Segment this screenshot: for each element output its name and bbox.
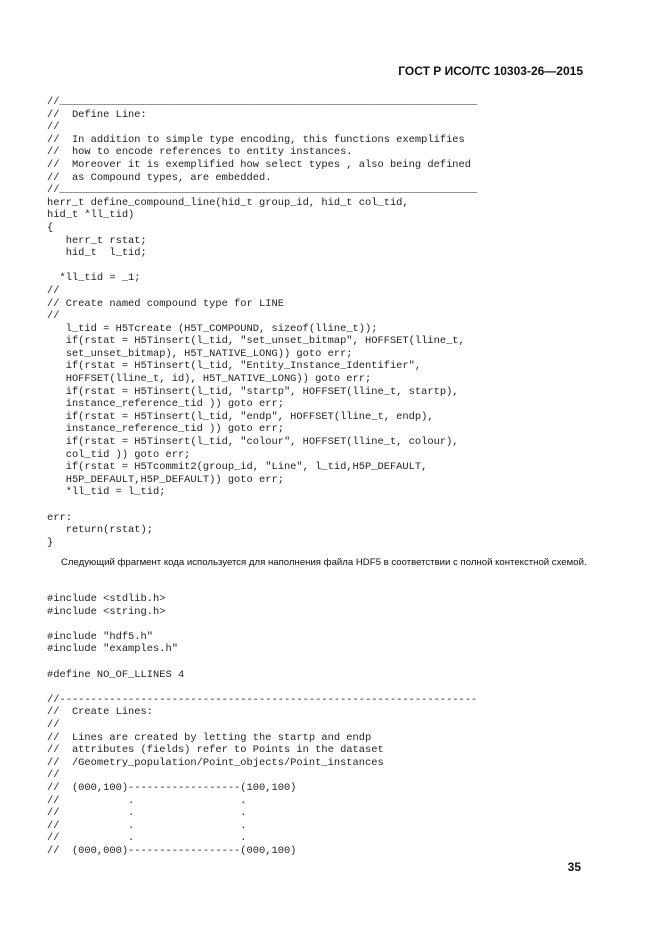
code-line: *ll_tid = l_tid;	[47, 486, 166, 499]
code-line: #include <stdlib.h>	[47, 593, 166, 605]
code-line	[47, 656, 607, 669]
code-line: return(rstat);	[47, 524, 154, 537]
code-line: #define NO_OF_LLINES 4	[47, 668, 185, 681]
code-line: // (000,100)------------------(100,100)	[47, 781, 297, 794]
code-line: //___________________________________________________________________	[47, 96, 478, 108]
code-line: HOFFSET(lline_t, id), H5T_NATIVE_LONG)) goto err;	[47, 373, 372, 386]
code-line: //___________________________________________________________________	[47, 184, 478, 197]
code-line: // . .	[47, 819, 247, 832]
code-line: //	[47, 284, 60, 297]
code-line: // /Geometry_population/Point_objects/Point_instances	[47, 756, 384, 769]
code-line	[47, 681, 607, 694]
code-line: // . .	[47, 794, 247, 807]
code-line: //	[47, 718, 60, 731]
code-line: if(rstat = H5Tinsert(l_tid, "set_unset_bitmap", HOFFSET(lline_t,	[47, 335, 465, 348]
code-block-define-line	[47, 96, 607, 549]
code-line: // attributes (fields) refer to Points in the dataset	[47, 744, 384, 757]
code-line: }	[47, 536, 54, 549]
code-line: l_tid = H5Tcreate (H5T_COMPOUND, sizeof(lline_t));	[47, 322, 378, 335]
code-line	[47, 260, 607, 273]
code-line: H5P_DEFAULT,H5P_DEFAULT)) goto err;	[47, 473, 284, 486]
code-line: {	[47, 221, 54, 234]
code-line: herr_t define_compound_line(hid_t group_id, hid_t col_tid,	[47, 196, 409, 209]
code-line: instance_reference_tid )) goto err;	[47, 398, 284, 411]
code-line: #include <string.h>	[47, 605, 166, 618]
code-line: // (000,000)------------------(000,100)	[47, 844, 297, 857]
code-line: herr_t rstat;	[47, 234, 147, 247]
code-line: if(rstat = H5Tcommit2(group_id, "Line", l_tid,H5P_DEFAULT,	[47, 461, 428, 474]
body-paragraph: Следующий фрагмент кода используется для наполнения файла HDF5 в соответствии с полной контекстной схемой.	[61, 557, 587, 568]
code-line	[47, 499, 607, 512]
code-line: if(rstat = H5Tinsert(l_tid, "startp", HOFFSET(lline_t, startp),	[47, 385, 459, 398]
code-line: //	[47, 310, 60, 323]
code-line: //	[47, 769, 60, 782]
code-line: err:	[47, 511, 72, 524]
code-line: set_unset_bitmap), H5T_NATIVE_LONG)) goto err;	[47, 347, 353, 360]
code-line: hid_t *ll_tid)	[47, 209, 135, 222]
code-line: if(rstat = H5Tinsert(l_tid, "Entity_Instance_Identifier",	[47, 360, 422, 373]
code-line: // In addition to simple type encoding, this functions exemplifies	[47, 133, 465, 146]
code-line: // how to encode references to entity instances.	[47, 146, 353, 159]
document-header: ГОСТ Р ИСО/ТС 10303-26—2015	[398, 64, 583, 78]
code-line: instance_reference_tid )) goto err;	[47, 423, 284, 436]
code-line: // Create named compound type for LINE	[47, 297, 284, 310]
page-number: 35	[567, 860, 581, 874]
code-line: //	[47, 121, 60, 134]
code-line: // Create Lines:	[47, 706, 154, 719]
code-line: // Lines are created by letting the startp and endp	[47, 731, 372, 744]
code-block-create-lines	[47, 593, 607, 857]
code-line: *ll_tid = _1;	[47, 272, 141, 285]
code-line: // . .	[47, 807, 247, 820]
code-line: #include "hdf5.h"	[47, 630, 154, 643]
code-line: hid_t l_tid;	[47, 247, 147, 260]
code-line: //-------------------------------------------------------------------	[47, 693, 478, 706]
code-line: if(rstat = H5Tinsert(l_tid, "colour", HOFFSET(lline_t, colour),	[47, 436, 459, 449]
code-line: #include "examples.h"	[47, 643, 178, 656]
code-line: col_tid )) goto err;	[47, 448, 191, 461]
code-line: if(rstat = H5Tinsert(l_tid, "endp", HOFFSET(lline_t, endp),	[47, 410, 434, 423]
code-line: // Moreover it is exemplified how select types , also being defined	[47, 158, 472, 171]
code-line: // as Compound types, are embedded.	[47, 171, 272, 184]
code-line	[47, 618, 607, 631]
code-line: // Define Line:	[47, 108, 147, 121]
code-line: // . .	[47, 832, 247, 845]
